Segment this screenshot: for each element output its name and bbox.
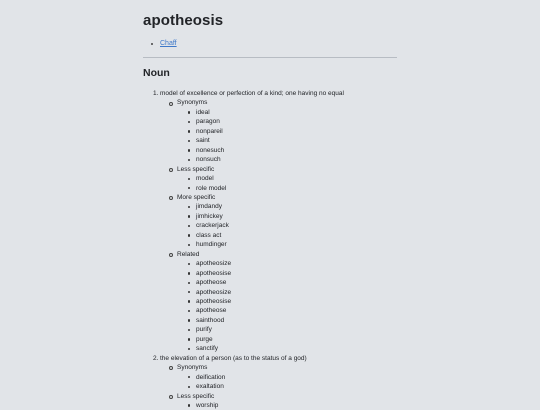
word-item: nonesuch [188,146,344,155]
word-item: apotheose [188,306,344,315]
word-list [177,202,344,249]
sense-list [153,89,344,410]
word-item: class act [188,231,344,240]
word-list [177,401,344,410]
word-item: saint [188,136,344,145]
word-item: apotheosise [188,297,344,306]
sense-number: 2. [153,354,160,363]
relation-group-list [153,363,344,410]
word-item: apotheose [188,278,344,287]
word-item: apotheosise [188,269,344,278]
word-item: nonsuch [188,155,344,164]
word-item: humdinger [188,240,344,249]
relation-group [169,193,344,250]
word-list [177,259,344,354]
word-item: nonpareil [188,127,344,136]
relation-group [169,392,344,410]
relation-group [169,165,344,193]
relation-group-label: Less specific [177,393,214,400]
word-list [177,108,344,165]
word-item: purify [188,325,344,334]
relation-group-label: More specific [177,194,215,201]
sense-definition: the elevation of a person (as to the status of a god) [160,355,307,362]
word-list [177,373,344,392]
relation-group-label: Synonyms [177,99,207,106]
word-item: deification [188,373,344,382]
sense-item [153,354,344,410]
word-item: sainthood [188,316,344,325]
divider [143,57,397,58]
relation-group [169,98,344,164]
word-item: crackerjack [188,221,344,230]
relation-group-list [153,98,344,353]
section-heading-noun: Noun [143,67,170,79]
relation-group [169,363,344,391]
word-item: role model [188,184,344,193]
nav-links [151,40,177,47]
word-item: exaltation [188,382,344,391]
nav-link-item [151,40,177,47]
word-item: paragon [188,117,344,126]
word-item: purge [188,335,344,344]
chaff-link[interactable]: Chaff [160,40,177,47]
sense-item [153,89,344,354]
sense-definition: model of excellence or perfection of a kind; one having no equal [160,90,344,97]
word-item: apotheosize [188,259,344,268]
word-item: apotheosize [188,288,344,297]
word-list [177,174,344,193]
relation-group [169,250,344,354]
page-title: apotheosis [143,12,223,29]
word-item: model [188,174,344,183]
sense-number: 1. [153,89,160,98]
relation-group-label: Synonyms [177,364,207,371]
relation-group-label: Related [177,251,199,258]
relation-group-label: Less specific [177,166,214,173]
word-item: jimhickey [188,212,344,221]
word-item: sanctify [188,344,344,353]
word-item: jimdandy [188,202,344,211]
word-item: ideal [188,108,344,117]
word-item: worship [188,401,344,410]
